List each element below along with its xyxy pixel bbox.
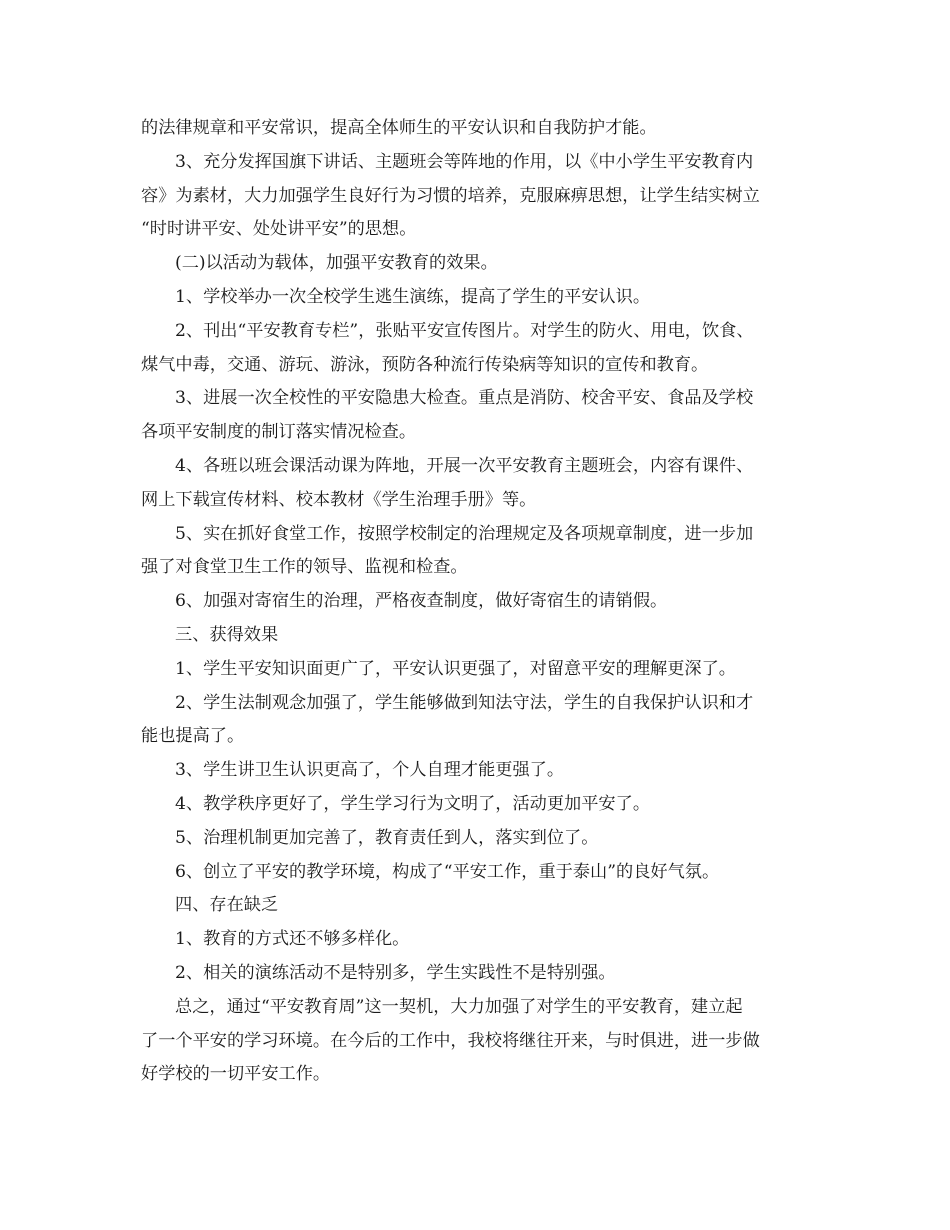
document-line: 的法律规章和平安常识，提高全体师生的平安认识和自我防护才能。: [141, 118, 657, 138]
document-line: 总之，通过“平安教育周”这一契机，大力加强了对学生的平安教育，建立起: [175, 996, 743, 1017]
document-line: 3、充分发挥国旗下讲话、主题班会等阵地的作用，以《中小学生平安教育内: [175, 151, 754, 172]
document-line: 3、学生讲卫生认识更高了，个人自理才能更强了。: [175, 760, 565, 781]
document-line: 4、各班以班会课活动课为阵地，开展一次平安教育主题班会，内容有课件、: [175, 455, 754, 476]
document-line: 各项平安制度的制订落实情况检查。: [141, 422, 417, 443]
document-line: 5、实在抓好食堂工作，按照学校制定的治理规定及各项规章制度，进一步加: [175, 523, 754, 544]
document-line: 煤气中毒，交通、游玩、游泳，预防各种流行传染病等知识的宣传和教育。: [141, 354, 709, 375]
document-body: [141, 112, 841, 1092]
document-line: 网上下载宣传材料、校本教材《学生治理手册》等。: [141, 489, 537, 510]
document-line: 能也提高了。: [141, 726, 245, 747]
document-line: (二)以活动为载体，加强平安教育的效果。: [175, 253, 498, 274]
document-line: 4、教学秩序更好了，学生学习行为文明了，活动更加平安了。: [175, 793, 651, 814]
document-line: 2、学生法制观念加强了，学生能够做到知法守法，学生的自我保护认识和才: [175, 692, 754, 713]
document-line: 2、相关的演练活动不是特别多，学生实践性不是特别强。: [175, 962, 616, 983]
document-line: 三、获得效果: [175, 624, 279, 645]
document-line: 好学校的一切平安工作。: [141, 1064, 331, 1085]
document-line: 5、治理机制更加完善了，教育责任到人，落实到位了。: [175, 827, 599, 848]
document-line: 1、学校举办一次全校学生逃生演练，提高了学生的平安认识。: [175, 286, 651, 307]
document-line: 1、学生平安知识面更广了，平安认识更强了，对留意平安的理解更深了。: [175, 658, 736, 679]
document-line: 6、创立了平安的教学环境，构成了“平安工作，重于泰山”的良好气氛。: [175, 861, 720, 882]
document-line: “时时讲平安、处处讲平安”的思想。: [141, 219, 417, 240]
document-line: 四、存在缺乏: [175, 895, 279, 916]
document-line: 强了对食堂卫生工作的领导、监视和检查。: [141, 557, 468, 578]
document-line: 1、教育的方式还不够多样化。: [175, 929, 410, 950]
document-line: 了一个平安的学习环境。在今后的工作中，我校将继往开来，与时俱进，进一步做: [141, 1030, 760, 1051]
document-line: 6、加强对寄宿生的治理，严格夜查制度，做好寄宿生的请销假。: [175, 591, 668, 612]
document-line: 容》为素材，大力加强学生良好行为习惯的培养，克服麻痹思想，让学生结实树立: [141, 185, 760, 206]
document-line: 3、进展一次全校性的平安隐患大检查。重点是消防、校舍平安、食品及学校: [175, 388, 754, 409]
document-line: 2、刊出“平安教育专栏”，张贴平安宣传图片。对学生的防火、用电，饮食、: [175, 320, 754, 341]
